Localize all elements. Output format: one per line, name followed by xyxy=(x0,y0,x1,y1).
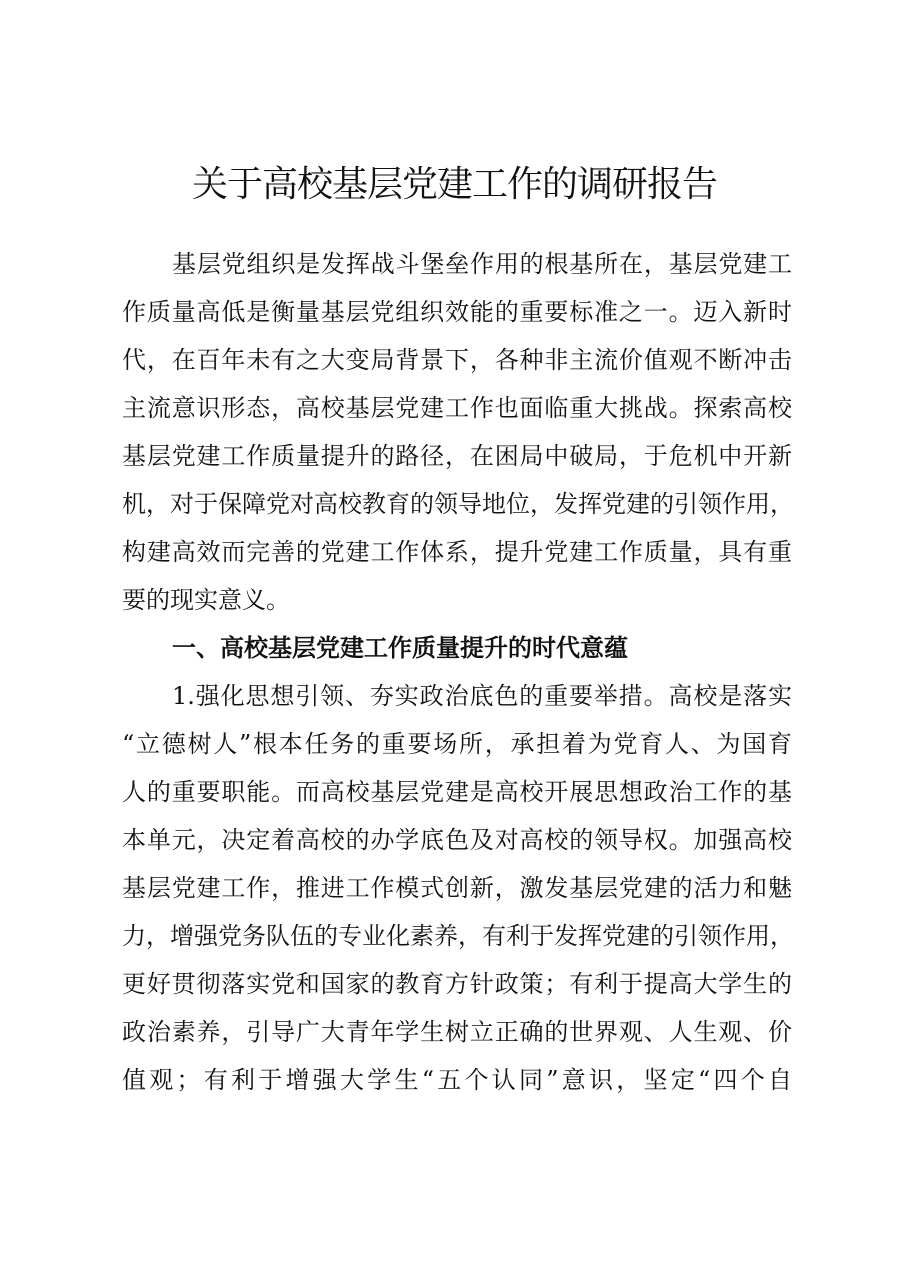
paragraph-line: 本单元，决定着高校的办学底色及对高校的领导权。加强高校 xyxy=(122,826,792,854)
paragraph-line: 要的现实意义。 xyxy=(122,586,290,614)
paragraph-line: 代，在百年未有之大变局背景下，各种非主流价值观不断冲击 xyxy=(122,346,792,374)
paragraph-line: 力，增强党务队伍的专业化素养，有利于发挥党建的引领作用， xyxy=(122,922,794,950)
paragraph-line: 人的重要职能。而高校基层党建是高校开展思想政治工作的基 xyxy=(122,778,792,806)
paragraph-line: 政治素养，引导广大青年学生树立正确的世界观、人生观、价 xyxy=(122,1018,792,1046)
paragraph-line: 基层党建工作，推进工作模式创新，激发基层党建的活力和魅 xyxy=(122,874,792,902)
paragraph-line: “立德树人”根本任务的重要场所，承担着为党育人、为国育 xyxy=(122,730,792,758)
section-heading: 一、高校基层党建工作质量提升的时代意蕴 xyxy=(172,634,628,662)
paragraph-line: 作质量高低是衡量基层党组织效能的重要标准之一。迈入新时 xyxy=(122,298,792,326)
paragraph-line: 值观；有利于增强大学生“五个认同”意识，坚定“四个自 xyxy=(122,1066,792,1094)
paragraph-line: 1.强化思想引领、夯实政治底色的重要举措。高校是落实 xyxy=(172,682,792,710)
paragraph-line: 基层党建工作质量提升的路径，在困局中破局，于危机中开新 xyxy=(122,442,792,470)
paragraph-line: 更好贯彻落实党和国家的教育方针政策；有利于提高大学生的 xyxy=(122,970,792,998)
paragraph-line: 基层党组织是发挥战斗堡垒作用的根基所在，基层党建工 xyxy=(172,250,792,278)
paragraph-line: 构建高效而完善的党建工作体系，提升党建工作质量，具有重 xyxy=(122,538,792,566)
paragraph-line: 主流意识形态，高校基层党建工作也面临重大挑战。探索高校 xyxy=(122,394,792,422)
paragraph-line: 机，对于保障党对高校教育的领导地位，发挥党建的引领作用， xyxy=(122,490,794,518)
document-title: 关于高校基层党建工作的调研报告 xyxy=(191,164,717,205)
